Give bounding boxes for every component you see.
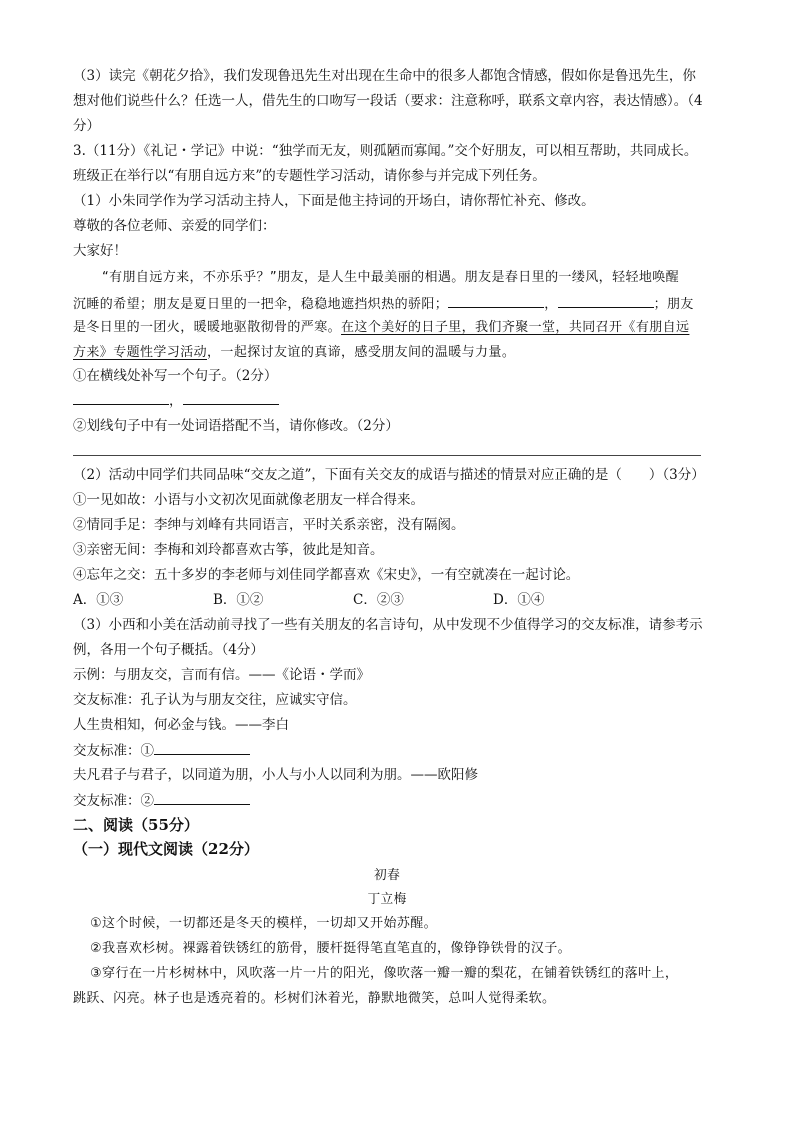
speech-text: 沉睡的希望；朋友是夏日里的一把伞，稳稳地遮挡炽热的骄阳； xyxy=(73,297,449,312)
fill-blank-1[interactable] xyxy=(448,293,544,308)
comma: ， xyxy=(544,297,558,312)
idiom-item: ④忘年之交：五十多岁的李老师与刘佳同学都喜欢《宋史》，一有空就凑在一起讨论。 xyxy=(73,567,580,583)
article-paragraph: ①这个时候，一切都还是冬天的模样，一切却又开始苏醒。 xyxy=(90,916,438,931)
question-3-3-text: （3）读完《朝花夕拾》，我们发现鲁迅先生对出现在生命中的很多人都饱含情感，假如你是鲁迅先生，你 xyxy=(73,68,696,84)
speech-text: 是冬日里的一团火，暖暖地驱散彻骨的严寒。 xyxy=(73,320,342,335)
answer-blank[interactable] xyxy=(183,390,279,405)
question-3-1-prompt: （1）小朱同学作为学习活动主持人，下面是他主持词的开场白，请你帮忙补充、修改。 xyxy=(73,193,595,209)
article-paragraph: 跳跃、闪亮。林子也是透亮着的。杉树们沐着光，静默地微笑，总叫人觉得柔软。 xyxy=(73,991,556,1006)
example-quote: 示例：与朋友交，言而有信。——《论语・学而》 xyxy=(73,667,370,683)
article-author: 丁立梅 xyxy=(367,892,407,907)
fill-blank-2[interactable] xyxy=(558,293,654,308)
article-paragraph: ③穿行在一片杉树林中，风吹落一片一片的阳光，像吹落一瓣一瓣的梨花，在铺着铁锈红的落叶上， xyxy=(90,966,679,981)
speech-paragraph-line: “有朋自远方来，不亦乐乎？”朋友，是人生中最美丽的相遇。朋友是春日里的一缕风，轻轻地唤醒 xyxy=(102,270,680,285)
question-3-3-text: 想对他们说些什么？任选一人，借先生的口吻写一段话（要求：注意称呼，联系文章内容，表达情感）。（4 xyxy=(73,93,703,109)
article-paragraph: ②我喜欢杉树。裸露着铁锈红的筋骨，腰杆挺得笔直笔直的，像铮铮铁骨的汉子。 xyxy=(90,941,572,956)
speech-paragraph-line xyxy=(73,318,689,338)
speech-text: ；朋友 xyxy=(653,297,694,312)
idiom-item: ③亲密无间：李梅和刘玲都喜欢古筝，彼此是知音。 xyxy=(73,542,384,558)
answer-blank[interactable] xyxy=(154,790,250,805)
section-heading: 二、阅读（55分） xyxy=(73,816,199,834)
sub-question-2: ②划线句子中有一处词语搭配不当，请你修改。（2分） xyxy=(73,418,399,434)
speech-greeting: 尊敬的各位老师、亲爱的同学们： xyxy=(73,218,276,234)
example-standard: 交友标准：孔子认为与朋友交往，应诚实守信。 xyxy=(73,692,357,708)
question-3-3-score: 分） xyxy=(73,118,100,134)
question-3-3b-prompt: （3）小西和小美在活动前寻找了一些有关朋友的名言诗句，从中发现不少值得学习的交友标准，请参考示 xyxy=(73,617,703,633)
option-d[interactable]: D．①④ xyxy=(493,592,545,608)
idiom-item: ②情同手足：李绅与刘峰有共同语言，平时关系亲密，没有隔阂。 xyxy=(73,517,465,533)
option-a[interactable]: A．①③ xyxy=(73,592,124,608)
answer-line[interactable] xyxy=(73,455,701,456)
question-3-header: 3.（11分）《礼记・学记》中说：“独学而无友，则孤陋而寡闻。”交个好朋友，可以相互帮助，共同成长。 xyxy=(73,143,698,159)
answer-blank[interactable] xyxy=(154,740,250,755)
underlined-sentence: 在这个美好的日子里，我们齐聚一堂，共同召开《有朋自远 xyxy=(341,320,690,335)
question-3-2-prompt: （2）活动中同学们共同品味“交友之道”，下面有关交友的成语与描述的情景对应正确的是（ ）（3分） xyxy=(73,467,705,483)
question-3-3b-prompt: 例，各用一个句子概括。（4分） xyxy=(73,642,264,658)
quote-li-bai: 人生贵相知，何必金与钱。——李白 xyxy=(73,717,289,733)
article-title: 初春 xyxy=(374,868,401,883)
option-c[interactable]: C．②③ xyxy=(353,592,404,608)
speech-paragraph-line xyxy=(73,293,694,315)
standard-label: 交友标准：① xyxy=(73,743,154,759)
option-b[interactable]: B．①② xyxy=(213,592,264,608)
speech-paragraph-line xyxy=(73,343,515,363)
speech-text: ，一起探讨友谊的真谛，感受朋友间的温暖与力量。 xyxy=(207,345,516,360)
subsection-heading: （一）现代文阅读（22分） xyxy=(73,840,259,858)
quote-ouyang-xiu: 夫凡君子与君子，以同道为朋，小人与小人以同利为朋。——欧阳修 xyxy=(73,767,478,783)
answer-line-row xyxy=(73,390,279,411)
standard-2-row xyxy=(73,790,250,811)
comma: ， xyxy=(169,393,183,409)
speech-hello: 大家好！ xyxy=(73,243,127,259)
answer-blank[interactable] xyxy=(73,390,169,405)
standard-1-row xyxy=(73,740,250,761)
idiom-item: ①一见如故：小语与小文初次见面就像老朋友一样合得来。 xyxy=(73,492,424,508)
sub-question-1: ①在横线处补写一个句子。（2分） xyxy=(73,368,278,384)
underlined-sentence: 方来》专题性学习活动 xyxy=(73,345,208,360)
question-3-intro: 班级正在举行以“有朋自远方来”的专题性学习活动，请你参与并完成下列任务。 xyxy=(73,168,546,184)
standard-label: 交友标准：② xyxy=(73,793,154,809)
